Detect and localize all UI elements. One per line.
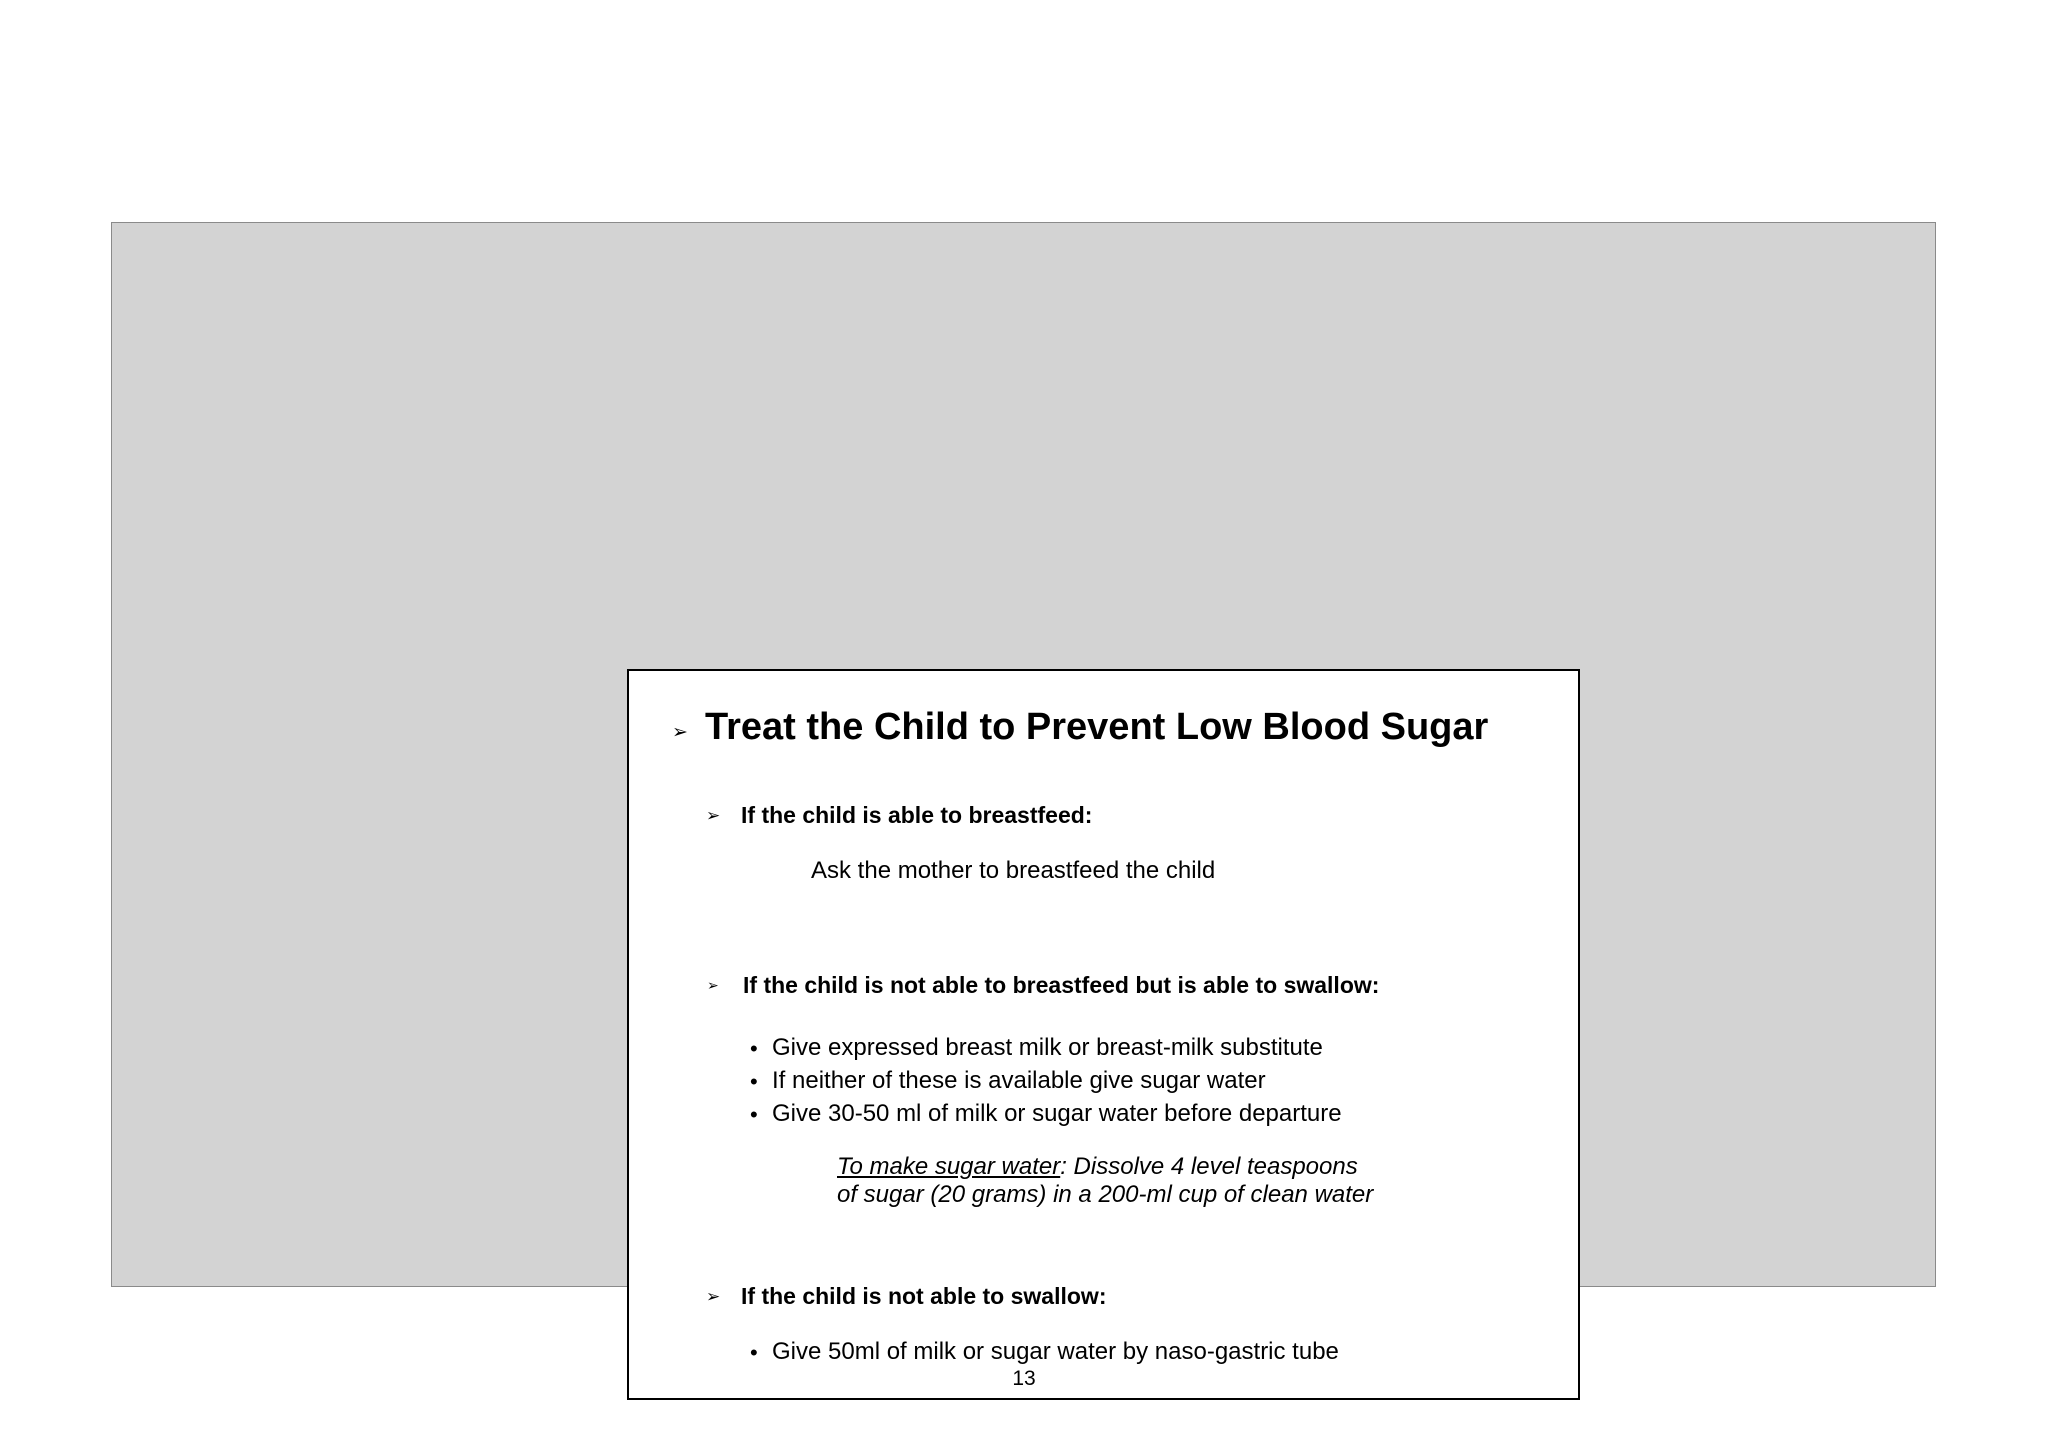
list-item (750, 1064, 1342, 1097)
slide-frame (111, 222, 1936, 1365)
note-line-2: of sugar (20 grams) in a 200-ml cup of clean water (837, 1181, 1374, 1208)
list-item (750, 1097, 1342, 1130)
arrowhead-bullet-icon: ➢ (706, 1287, 721, 1307)
list-item (750, 1335, 1339, 1368)
bullet-dot-icon: • (750, 1069, 758, 1094)
bullet-dot-icon: • (750, 1036, 758, 1061)
page-number: 13 (1012, 1367, 1036, 1390)
slide-title: Treat the Child to Prevent Low Blood Sugar (705, 706, 1489, 748)
bullet-list-no-swallow (750, 1335, 1339, 1368)
list-item (750, 1031, 1342, 1064)
note-rest: : Dissolve 4 level teaspoons (1060, 1153, 1358, 1180)
list-item-text: Give 50ml of milk or sugar water by naso-gastric tube (772, 1338, 1339, 1365)
list-item-text: Give 30-50 ml of milk or sugar water before departure (772, 1100, 1342, 1127)
bullet-list-swallow (750, 1031, 1342, 1130)
note-line-1 (837, 1153, 1373, 1181)
arrowhead-bullet-icon: ➢ (707, 978, 719, 994)
bullet-dot-icon: • (750, 1102, 758, 1127)
section-heading-swallow: If the child is not able to breastfeed but is able to swallow: (743, 972, 1380, 998)
bullet-dot-icon: • (750, 1340, 758, 1365)
note-lead: To make sugar water (837, 1153, 1061, 1180)
arrowhead-bullet-icon: ➢ (706, 806, 721, 826)
arrowhead-bullet-icon: ➢ (672, 721, 688, 743)
section-heading-no-swallow: If the child is not able to swallow: (741, 1283, 1107, 1309)
section-heading-breastfeed: If the child is able to breastfeed: (741, 802, 1093, 828)
list-item-text: Give expressed breast milk or breast-milk substitute (772, 1034, 1323, 1061)
list-item-text: If neither of these is available give sugar water (772, 1067, 1266, 1094)
sugar-water-note (837, 1153, 1373, 1209)
section-text-breastfeed: Ask the mother to breastfeed the child (811, 857, 1216, 884)
slide-card (627, 669, 1580, 1400)
